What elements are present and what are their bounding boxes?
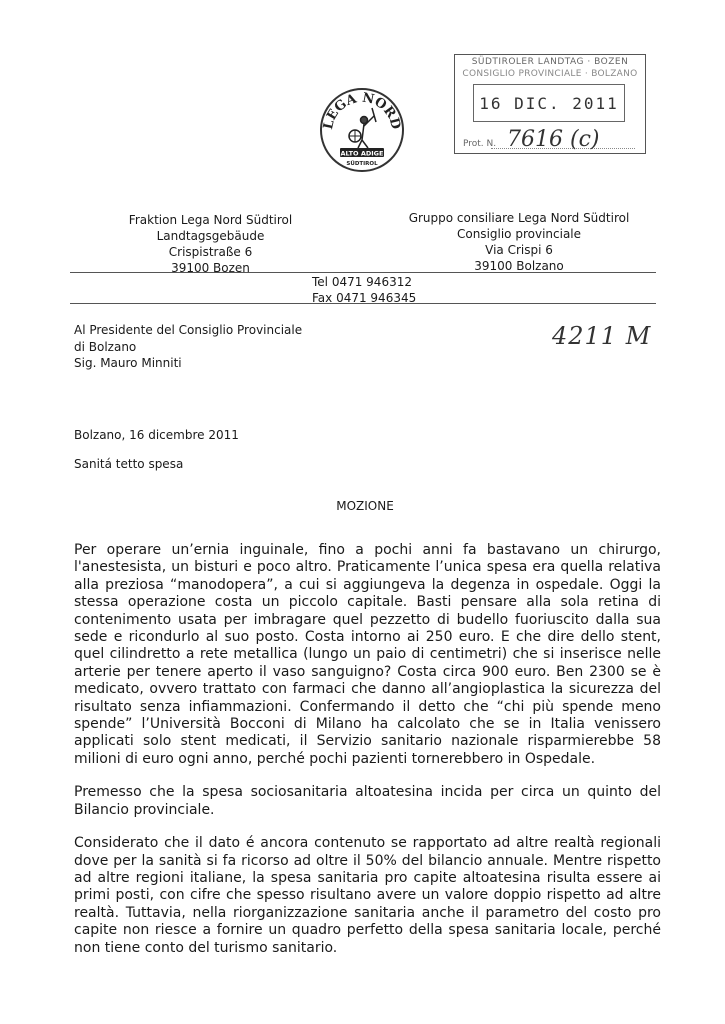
- contact-fax: Fax 0471 946345: [312, 291, 417, 305]
- handwritten-number: 4211 M: [552, 322, 652, 350]
- stamp-prot-label: Prot. N.: [463, 139, 497, 149]
- left-address-line-3: Crispistraße 6: [168, 245, 253, 259]
- right-address-line-4: 39100 Bolzano: [474, 259, 564, 273]
- left-address: [108, 212, 313, 276]
- lega-nord-logo: [318, 86, 406, 174]
- left-address-line-4: 39100 Bozen: [171, 261, 250, 275]
- left-address-line-2: Landtagsgebäude: [156, 229, 265, 243]
- logo-ring-text: LEGA NORD: [320, 90, 404, 131]
- stamp-line-2: CONSIGLIO PROVINCIALE · BOLZANO: [462, 69, 638, 79]
- logo-sub: SÜDTIROL: [346, 161, 378, 167]
- date-place: Bolzano, 16 dicembre 2011: [74, 428, 239, 442]
- contact-tel: Tel 0471 946312: [312, 275, 412, 289]
- right-address-line-2: Consiglio provinciale: [456, 227, 582, 241]
- contacts: [312, 274, 416, 306]
- motion-body: [74, 542, 661, 973]
- left-address-line-1: Fraktion Lega Nord Südtirol: [128, 213, 293, 227]
- header-rule-top: [70, 272, 656, 273]
- document-title: MOZIONE: [336, 499, 394, 513]
- subject: Sanitá tetto spesa: [74, 457, 184, 471]
- recipient-line-1: Al Presidente del Consiglio Provinciale: [74, 323, 303, 337]
- stamp-date: 16 DIC. 2011: [473, 84, 625, 122]
- paragraph-2: Premesso che la spesa sociosanitaria altoatesina incida per circa un quinto del Bilancio provinciale.: [74, 784, 661, 818]
- right-address-line-3: Via Crispi 6: [485, 243, 553, 257]
- right-address-line-1: Gruppo consiliare Lega Nord Südtirol: [408, 211, 630, 225]
- logo-banner: ALTO ADIGE: [340, 149, 384, 158]
- paragraph-1: Per operare un’ernia inguinale, fino a pochi anni fa bastavano un chirurgo, l'anestesista, un bisturi e poco altro. Praticamente l’unica spesa era quella relativa alla preziosa “manodopera”, a cui si aggiungeva la degenza in ospedale. Oggi la stessa operazione costa un piccolo capitale. Basti pensare alla sola retina di contenimento usata per imbragare quel pezzetto di budello fuoriuscito dalla sua sede e ricondurlo al suo posto. Costa intorno ai 250 euro. E che dire dello stent, quel cilindretto a rete metallica (lungo un paio di centimetri) che si inserisce nelle arterie per tenere aperto il vaso sanguigno? Costa circa 900 euro. Ben 2300 se è medicato, ovvero trattato con farmaci che danno all’angioplastica la sicurezza del risultato senza infiammazioni. Confermando il detto che “chi più spende meno spende” l’Università Bocconi di Milano ha calcolato che se in Italia venissero applicati solo stent medicati, il Servizio sanitario nazionale risparmierebbe 58 milioni di euro ogni anno, perché pochi pazienti tornerebbero in Ospedale.: [74, 542, 661, 767]
- right-address: [398, 210, 640, 274]
- recipient: [74, 322, 302, 372]
- reception-stamp: [454, 54, 646, 154]
- stamp-prot-number: 7616 (c): [507, 127, 600, 152]
- header-rule-bottom: [70, 303, 656, 304]
- paragraph-3: Considerato che il dato é ancora contenuto se rapportato ad altre realtà regionali dove per la sanità si fa ricorso ad oltre il 50% del bilancio annuale. Mentre rispetto ad altre regioni italiane, la spesa sanitaria pro capite altoatesina risulta essere ai primi posti, con cifre che spesso risultano avere un valore doppio rispetto ad altre realtà. Tuttavia, nella riorganizzazione sanitaria anche il parametro del costo pro capite non riesce a fornire un quadro perfetto della spesa sanitaria locale, perché non tiene conto del turismo sanitario.: [74, 835, 661, 956]
- recipient-line-2: di Bolzano: [74, 339, 137, 354]
- recipient-line-3: Sig. Mauro Minniti: [74, 356, 182, 370]
- stamp-line-1: SÜDTIROLER LANDTAG · BOZEN: [471, 57, 629, 67]
